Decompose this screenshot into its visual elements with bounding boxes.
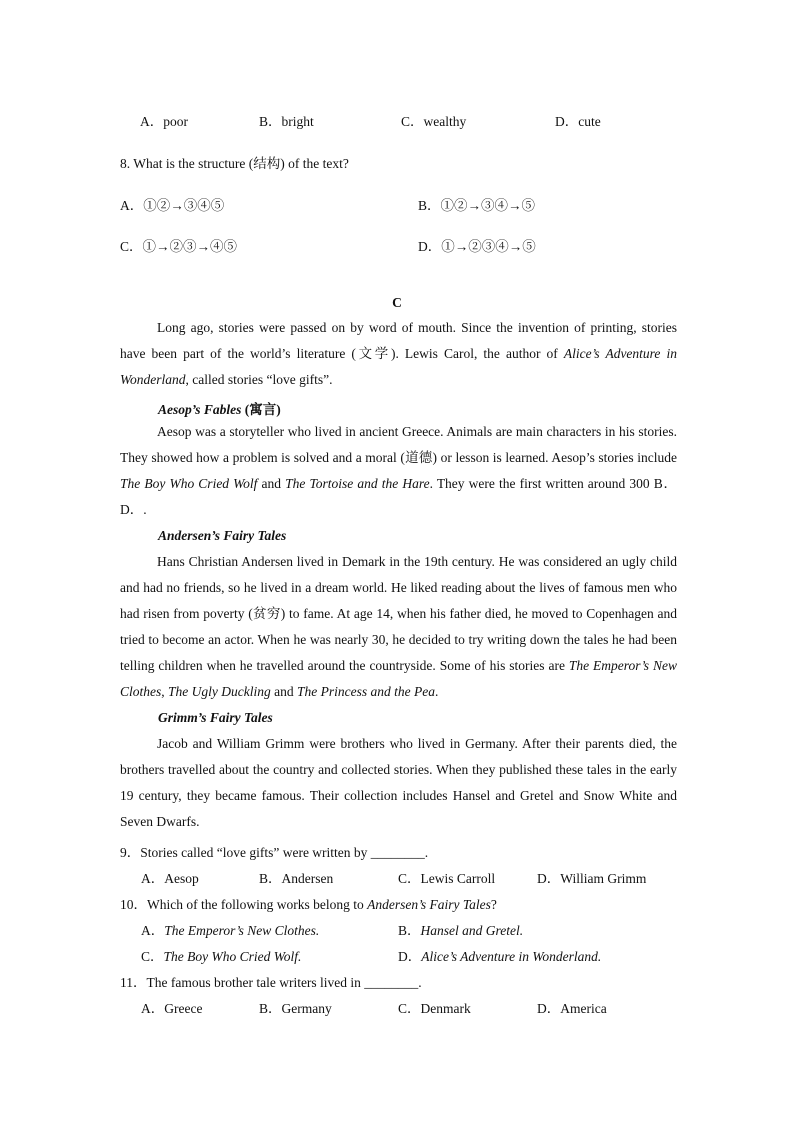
q10-option-a[interactable]: A．The Emperor’s New Clothes.: [141, 923, 320, 938]
q10-question: 10．Which of the following works belong to Andersen’s Fairy Tales?: [120, 897, 497, 912]
passage-title: C: [392, 295, 402, 310]
q8-question: 8. What is the structure (结构) of the text?: [120, 156, 349, 171]
q11-option-d[interactable]: D．America: [537, 1001, 607, 1016]
q7-option-d[interactable]: D．cute: [555, 114, 601, 129]
q8-option-d[interactable]: D．①→②③④→⑤: [418, 239, 536, 254]
q11-option-a[interactable]: A．Greece: [141, 1001, 203, 1016]
q9-option-b[interactable]: B．Andersen: [259, 871, 334, 886]
section-body-andersen: Hans Christian Andersen lived in Demark in the 19th century. He was considered an ugly child and had no friends, so he lived in a dream world. He liked reading about the lives of famous men who had risen from poverty (贫穷) to fame. At age 14, when his father died, he moved to Copenhagen and tried to become an actor. When he was nearly 30, he decided to try writing down the tales he had been telling children when he travelled around the countryside. Some of his stories are The Emperor’s New Clothes, The Ugly Duckling and The Princess and the Pea.: [120, 554, 677, 699]
q7-option-c[interactable]: C．wealthy: [401, 114, 467, 129]
section-body-grimm: Jacob and William Grimm were brothers who lived in Germany. After their parents died, the brothers travelled about the country and collected stories. When they published these tales in the early 19 century, they became famous. Their collection includes Hansel and Gretel and Snow White and Seven Dwarfs.: [120, 736, 677, 829]
q10-option-d[interactable]: D．Alice’s Adventure in Wonderland.: [398, 949, 602, 964]
q7-option-b[interactable]: B．bright: [259, 114, 314, 129]
book-title-alice: Alice’s Adventure in Wonderland: [120, 346, 677, 387]
section-heading-grimm: Grimm’s Fairy Tales: [158, 710, 273, 725]
section-heading-aesop: Aesop’s Fables (寓言): [158, 402, 281, 417]
q10-option-b[interactable]: B．Hansel and Gretel.: [398, 923, 524, 938]
q7-option-a[interactable]: A．poor: [140, 114, 188, 129]
q9-option-d[interactable]: D．William Grimm: [537, 871, 647, 886]
passage-intro: Long ago, stories were passed on by word of mouth. Since the invention of printing, stories have been part of the world’s literature (文学). Lewis Carol, the author of Alice’s Adventure in Wonderland, called stories “love gifts”.: [120, 320, 677, 387]
q11-option-b[interactable]: B．Germany: [259, 1001, 332, 1016]
section-heading-andersen: Andersen’s Fairy Tales: [158, 528, 287, 543]
q8-option-c[interactable]: C．①→②③→④⑤: [120, 239, 238, 254]
q9-question: 9．Stories called “love gifts” were written by ________.: [120, 845, 429, 860]
section-body-aesop: Aesop was a storyteller who lived in ancient Greece. Animals are main characters in his stories. They showed how a problem is solved and a moral (道德) or lesson is learned. Aesop’s stories include The Boy Who Cried Wolf and The Tortoise and the Hare. They were the first written around 300 B．D．.: [120, 424, 677, 517]
q10-option-c[interactable]: C．The Boy Who Cried Wolf.: [141, 949, 302, 964]
q9-option-a[interactable]: A．Aesop: [141, 871, 199, 886]
q11-option-c[interactable]: C．Denmark: [398, 1001, 471, 1016]
q8-option-a[interactable]: A．①②→③④⑤: [120, 198, 225, 213]
q8-option-b[interactable]: B．①②→③④→⑤: [418, 198, 536, 213]
q9-option-c[interactable]: C．Lewis Carroll: [398, 871, 496, 886]
q11-question: 11．The famous brother tale writers lived in ________.: [120, 975, 422, 990]
